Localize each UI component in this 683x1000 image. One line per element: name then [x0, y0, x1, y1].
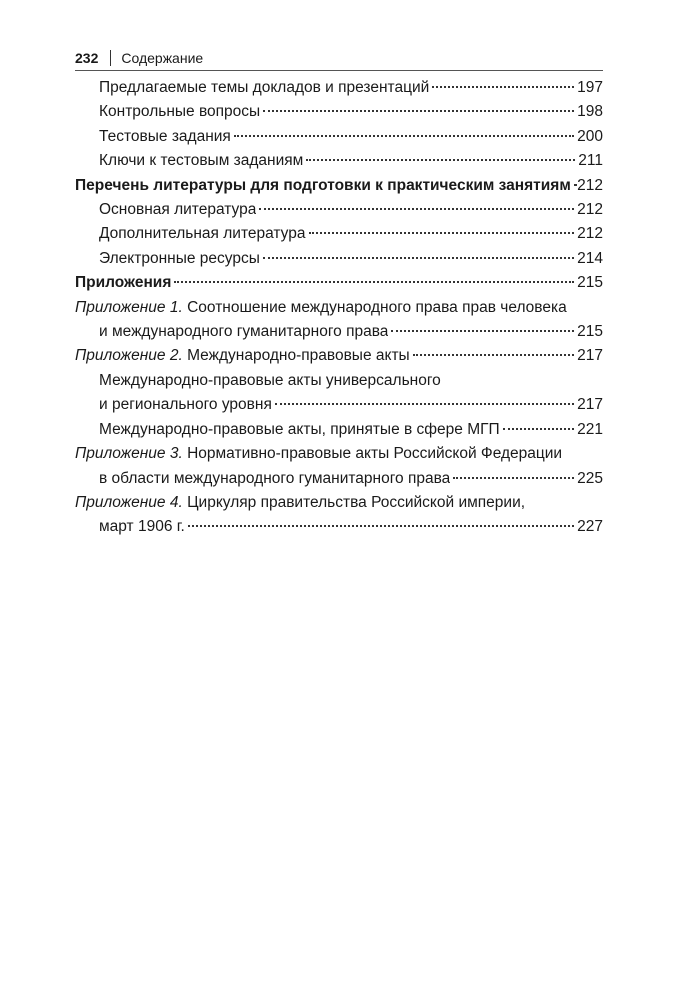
toc-entry-page: 212	[577, 225, 603, 243]
running-header	[75, 46, 603, 71]
toc-entry-title-line	[75, 442, 562, 466]
dot-leader	[234, 134, 574, 137]
toc-section-entry[interactable]	[75, 271, 603, 295]
toc-entry[interactable]	[75, 222, 603, 246]
appendix-prefix: Приложение 3.	[75, 445, 183, 463]
toc-entry-title: Приложения	[75, 274, 172, 292]
toc-appendix-entry[interactable]	[75, 442, 603, 491]
toc-entry-page: 214	[577, 249, 603, 267]
toc-entry-page: 212	[577, 201, 603, 219]
appendix-title: Международно-правовые акты	[187, 347, 410, 365]
dot-leader	[413, 353, 574, 356]
toc-entry[interactable]	[75, 247, 603, 271]
toc-entry[interactable]	[75, 100, 603, 124]
dot-leader	[263, 256, 574, 259]
toc-entry-page: 217	[577, 347, 603, 365]
toc-entry-title-line2: и регионального уровня	[99, 396, 272, 414]
toc-entry-page: 215	[577, 323, 603, 341]
dot-leader	[306, 158, 575, 161]
toc-entry-page: 211	[578, 152, 603, 170]
dot-leader	[503, 427, 574, 430]
toc-entry-title: Предлагаемые темы докладов и презентаций	[99, 79, 430, 96]
dot-leader	[391, 329, 574, 332]
dot-leader	[174, 280, 574, 283]
dot-leader	[453, 476, 574, 479]
header-section-title: Содержание	[121, 50, 204, 66]
toc-entry-title: Ключи к тестовым заданиям	[99, 152, 304, 170]
toc-entry-title: Электронные ресурсы	[99, 249, 260, 267]
appendix-title-line1: Нормативно-правовые акты Российской Федерации	[187, 445, 563, 463]
appendix-title-line2: март 1906 г.	[99, 518, 185, 536]
header-separator	[110, 50, 111, 66]
toc-appendix-entry[interactable]	[75, 491, 603, 540]
dot-leader	[188, 524, 574, 527]
dot-leader	[275, 402, 574, 405]
appendix-prefix: Приложение 2.	[75, 347, 183, 365]
dot-leader	[432, 85, 574, 88]
toc-entry[interactable]	[75, 149, 603, 173]
toc-entry-page: 212	[577, 176, 603, 194]
toc-entry-title: Дополнительная литература	[99, 225, 306, 243]
dot-leader	[309, 231, 575, 234]
toc-entry-title-line	[75, 344, 410, 368]
toc-entry[interactable]	[75, 369, 603, 418]
toc-entry-page: 225	[577, 469, 603, 487]
toc-entry-title-line	[75, 296, 567, 320]
toc-entry-title: Международно-правовые акты, принятые в сфере МГП	[99, 420, 500, 438]
toc-entry[interactable]	[75, 418, 603, 442]
toc-appendix-entry[interactable]	[75, 344, 603, 368]
toc-entry-page: 221	[577, 420, 603, 438]
appendix-prefix: Приложение 1.	[75, 298, 183, 316]
toc-entry-title-line1: Международно-правовые акты универсального	[99, 371, 441, 389]
toc-entry-title: Основная литература	[99, 201, 257, 219]
appendix-title-line2: и международного гуманитарного права	[99, 323, 389, 341]
toc-appendix-entry[interactable]	[75, 296, 603, 345]
toc-entry-page: 227	[577, 518, 603, 536]
dot-leader	[263, 109, 574, 112]
appendix-title-line1: Соотношение международного права прав человека	[187, 298, 567, 316]
toc-entry-page: 215	[577, 274, 603, 292]
toc-entry-title: Контрольные вопросы	[99, 103, 261, 121]
toc-entry-page: 200	[577, 127, 603, 145]
toc-entry-page: 198	[577, 103, 603, 121]
toc-entry[interactable]	[75, 198, 603, 222]
toc-entry-title-line	[75, 491, 525, 515]
toc-entry[interactable]	[75, 76, 603, 100]
toc-entry-page: 217	[577, 396, 603, 414]
table-of-contents	[75, 76, 603, 540]
toc-entry-page: 197	[577, 79, 603, 96]
dot-leader	[259, 207, 574, 210]
toc-entry[interactable]	[75, 125, 603, 149]
appendix-title-line2: в области международного гуманитарного права	[99, 469, 451, 487]
page-number: 232	[75, 50, 99, 66]
appendix-title-line1: Циркуляр правительства Российской империи,	[187, 493, 526, 511]
toc-entry-title: Тестовые задания	[99, 127, 231, 145]
toc-section-entry[interactable]	[75, 174, 603, 198]
toc-entry-title: Перечень литературы для подготовки к практическим занятиям	[75, 176, 571, 194]
appendix-prefix: Приложение 4.	[75, 493, 183, 511]
